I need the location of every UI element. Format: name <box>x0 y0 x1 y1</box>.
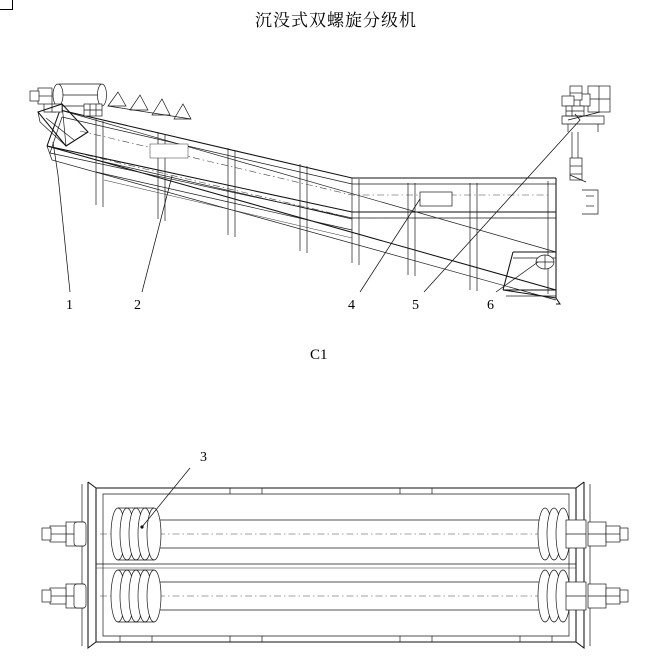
left-end-bearings <box>42 522 86 608</box>
spiral-lower <box>111 570 570 622</box>
spiral-upper <box>111 508 570 560</box>
plan-view <box>0 430 672 671</box>
callout-1: 1 <box>66 298 73 313</box>
callout-6: 6 <box>487 298 494 313</box>
callout-5: 5 <box>412 298 419 313</box>
leader-lines <box>53 112 600 292</box>
right-end-drives <box>566 520 628 610</box>
nameplate <box>420 192 452 206</box>
leader-dot-3 <box>140 525 143 528</box>
lower-end-drive-assembly <box>30 84 107 146</box>
leader-line-3 <box>142 468 190 527</box>
page-title: 沉没式双螺旋分级机 <box>255 11 417 31</box>
callout-4: 4 <box>348 298 355 313</box>
callout-3: 3 <box>200 450 207 465</box>
callout-2: 2 <box>134 298 141 313</box>
inspection-hatch <box>150 144 188 158</box>
view-label-c1: C1 <box>310 347 328 363</box>
